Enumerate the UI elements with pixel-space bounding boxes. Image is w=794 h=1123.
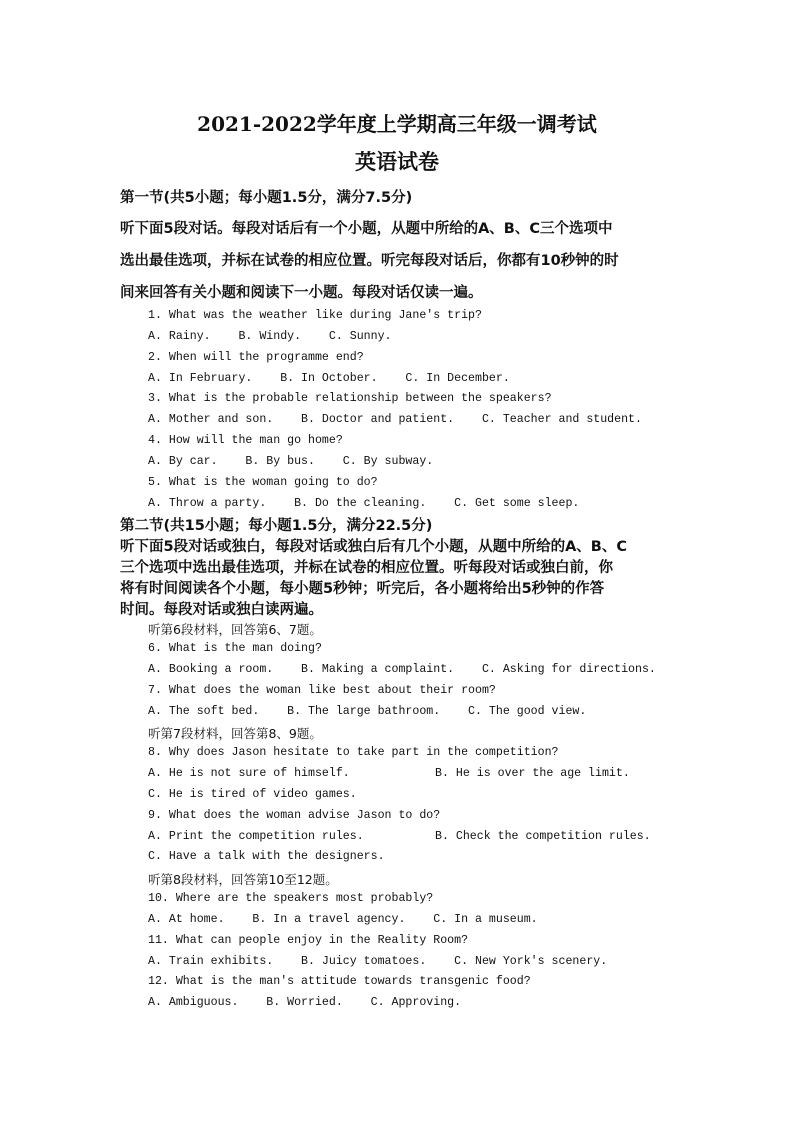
material-8-note: 听第8段材料，回答第10至12题。 [148,872,338,887]
section2-instruction-line: 将有时间阅读各个小题，每小题5秒钟；听完后，各小题将给出5秒钟的作答 [120,581,605,597]
exam-title: 2021-2022学年度上学期高三年级一调考试 [197,112,597,136]
question-11-options: A. Train exhibits. B. Juicy tomatoes. C. New York's scenery. [148,955,608,968]
question-4: 4. How will the man go home? [148,434,343,447]
section2-instruction-line: 时间。每段对话或独白读两遍。 [120,602,323,618]
question-2: 2. When will the programme end? [148,351,364,364]
question-12-options: A. Ambiguous. B. Worried. C. Approving. [148,996,462,1009]
question-1: 1. What was the weather like during Jane's trip? [148,309,482,322]
question-2-options: A. In February. B. In October. C. In December. [148,372,510,385]
question-12: 12. What is the man's attitude towards transgenic food? [148,975,531,988]
section2-instruction-line: 听下面5段对话或独白，每段对话或独白后有几个小题，从题中所给的A、B、C [120,539,628,555]
material-6-note: 听第6段材料，回答第6、7题。 [148,622,322,637]
question-8-option-b: B. He is over the age limit. [435,767,630,780]
question-11: 11. What can people enjoy in the Reality Room? [148,934,469,947]
question-8-option-c: C. He is tired of video games. [148,788,357,801]
section2-instruction-line: 三个选项中选出最佳选项，并标在试卷的相应位置。听每段对话或独白前，你 [120,560,613,576]
material-7-note: 听第7段材料，回答第8、9题。 [148,726,322,741]
question-4-options: A. By car. B. By bus. C. By subway. [148,455,434,468]
section1-instruction-line: 间来回答有关小题和阅读下一小题。每段对话仅读一遍。 [120,285,483,301]
question-6-options: A. Booking a room. B. Making a complaint. C. Asking for directions. [148,663,656,676]
question-3: 3. What is the probable relationship between the speakers? [148,392,552,405]
section1-instruction-line: 听下面5段对话。每段对话后有一个小题，从题中所给的A、B、C三个选项中 [120,221,613,237]
question-6: 6. What is the man doing? [148,642,322,655]
exam-subtitle: 英语试卷 [355,149,439,174]
question-10: 10. Where are the speakers most probably? [148,892,434,905]
section1-instruction-line: 选出最佳选项，并标在试卷的相应位置。听完每段对话后，你都有10秒钟的时 [120,253,619,269]
question-9-option-a: A. Print the competition rules. [148,830,364,843]
question-3-options: A. Mother and son. B. Doctor and patient. C. Teacher and student. [148,413,642,426]
section2-heading: 第二节(共15小题；每小题1.5分，满分22.5分) [120,518,433,534]
question-1-options: A. Rainy. B. Windy. C. Sunny. [148,330,392,343]
question-5: 5. What is the woman going to do? [148,476,378,489]
question-9-option-b: B. Check the competition rules. [435,830,651,843]
question-5-options: A. Throw a party. B. Do the cleaning. C. Get some sleep. [148,497,580,510]
section1-heading: 第一节(共5小题；每小题1.5分，满分7.5分) [120,190,413,206]
question-7: 7. What does the woman like best about their room? [148,684,496,697]
question-9-option-c: C. Have a talk with the designers. [148,850,385,863]
question-9: 9. What does the woman advise Jason to do? [148,809,441,822]
question-10-options: A. At home. B. In a travel agency. C. In a museum. [148,913,538,926]
question-7-options: A. The soft bed. B. The large bathroom. C. The good view. [148,705,587,718]
question-8: 8. Why does Jason hesitate to take part in the competition? [148,746,559,759]
question-8-option-a: A. He is not sure of himself. [148,767,350,780]
